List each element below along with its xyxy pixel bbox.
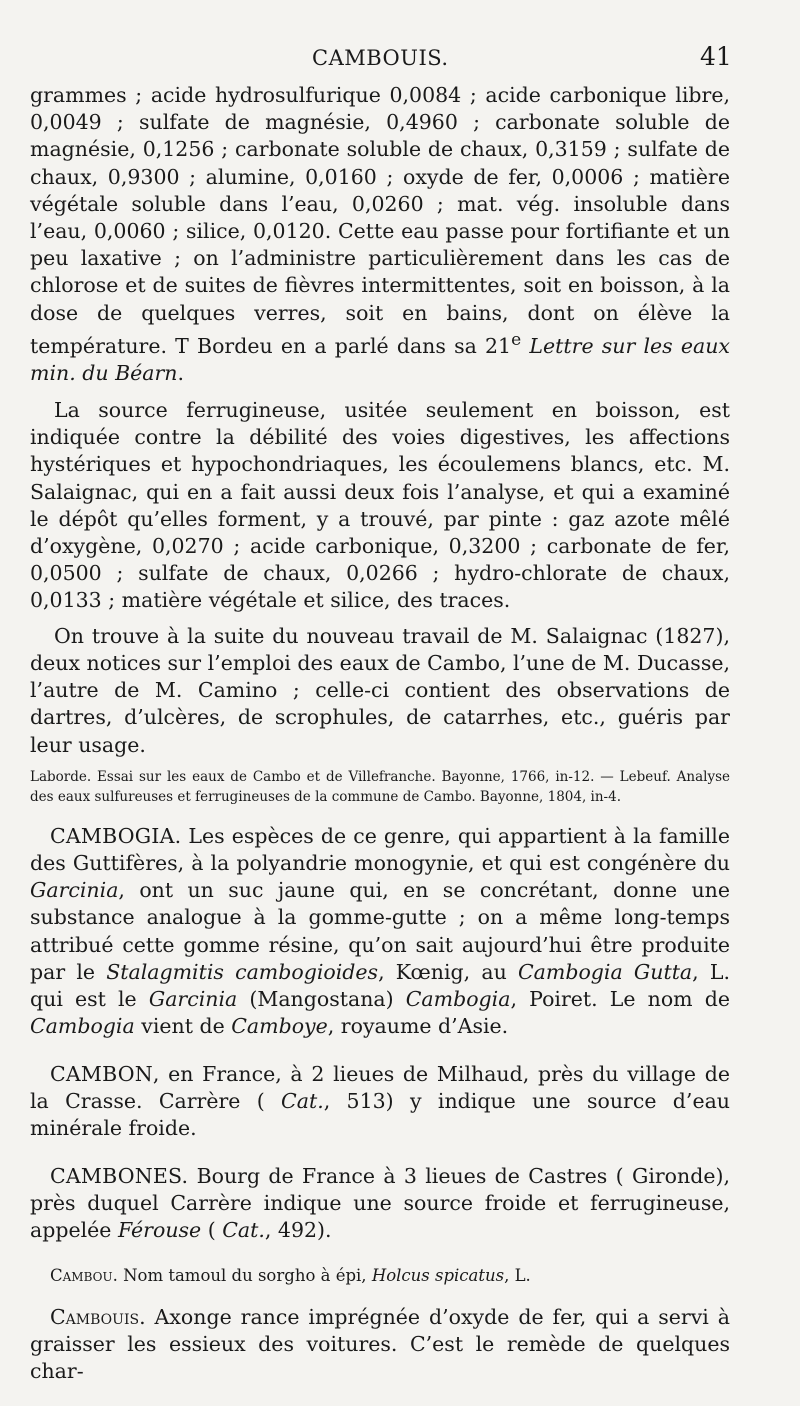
page-number: 41 [700,42,732,71]
superscript: e [511,329,522,350]
paragraph-notices: On trouve à la suite du nouveau travail de M. Salaignac (1827), deux notices sur l’emploi des eaux de Cambo, l’une de M. Ducasse, l’autre de M. Camino ; celle-ci contient des observations de dartres, d’ulcères, de scrophules, de catarrhes, etc., guéris par leur usage. [30,623,730,757]
entry-headword: CAMBON [50,1061,153,1086]
entry-cambou: Cambou. Nom tamoul du sorgho à épi, Holcus spicatus, L. [50,1266,531,1286]
entry-headword: Cambouis. [50,1304,146,1329]
entry-cambogia: CAMBOGIA. Les espèces de ce genre, qui appartient à la famille des Guttifères, à la polyandrie monogynie, et qui est congénère du Garcinia, ont un suc jaune qui, en se concrétant, donne une substance analogue à la gomme-gutte ; on a même long-temps attribué cette gomme résine, qu’on sait aujourd’hui être produite par le Stalagmitis cambogioides, Kœnig, au Cambogia Gutta, L. qui est le Garcinia (Mangostana) Cambogia, Poiret. Le nom de Cambogia vient de Camboye, royaume d’Asie. [30,823,730,1039]
entry-cambouis: Cambouis. Axonge rance imprégnée d’oxyde de fer, qui a servi à graisser les essieux des voitures. C’est le remède de quelques char- [30,1304,730,1383]
paragraph-ferruginous-source: La source ferrugineuse, usitée seulement en boisson, est indiquée contre la débilité des voies digestives, les affections hystériques et hypochondriaques, les écoulemens blancs, etc. M. Salaignac, qui en a fait aussi deux fois l’analyse, et qui a examiné le dépôt qu’elles forment, y a trouvé, par pinte : gaz azote mêlé d’oxygène, 0,0270 ; acide carbonique, 0,3200 ; carbonate de fer, 0,0500 ; sulfate de chaux, 0,0266 ; hydro-chlorate de chaux, 0,0133 ; matière végétale et silice, des traces. [30,398,730,613]
entry-headword: Cambou. [50,1266,118,1286]
bibliographic-references: Laborde. Essai sur les eaux de Cambo et de Villefranche. Bayonne, 1766, in-12. — Lebeuf. Analyse des eaux sulfureuses et ferrugineuses de la commune de Cambo. Bayonne, 1804, in-4. [30,768,730,805]
entry-headword: CAMBOGIA. [50,823,182,848]
cited-work-title: Lettre sur les eaux min. du Béarn [30,333,730,385]
running-head [0,42,800,80]
running-title: CAMBOUIS. [312,46,449,70]
paragraph-analysis-continued: grammes ; acide hydrosulfurique 0,0084 ; acide carbonique libre, 0,0049 ; sulfate de magnésie, 0,4960 ; carbonate soluble de magnésie, 0,1256 ; carbonate soluble de chaux, 0,3159 ; sulfate de chaux, 0,9300 ; alumine, 0,0160 ; oxyde de fer, 0,0006 ; matière végétale soluble dans l’eau, 0,0260 ; mat. vég. insoluble dans l’eau, 0,0060 ; silice, 0,0120. Cette eau passe pour fortifiante et un peu laxative ; on l’administre particulièrement dans les cas de chlorose et de suites de fièvres intermittentes, soit en boisson, à la dose de quelques verres, soit en bains, dont on élève la température. T Bordeu en a parlé dans sa 21e Lettre sur les eaux min. du Béarn. [30,83,730,385]
entry-cambones: CAMBONES. Bourg de France à 3 lieues de Castres ( Gironde), près duquel Carrère indique une source froide et ferrugineuse, appelée Férouse ( Cat., 492). [30,1163,730,1243]
entry-cambon: CAMBON, en France, à 2 lieues de Milhaud, près du village de la Crasse. Carrère ( Cat., 513) y indique une source d’eau minérale froide. [30,1061,730,1141]
page-body [30,82,730,1406]
entry-headword: CAMBONES. [50,1163,189,1188]
